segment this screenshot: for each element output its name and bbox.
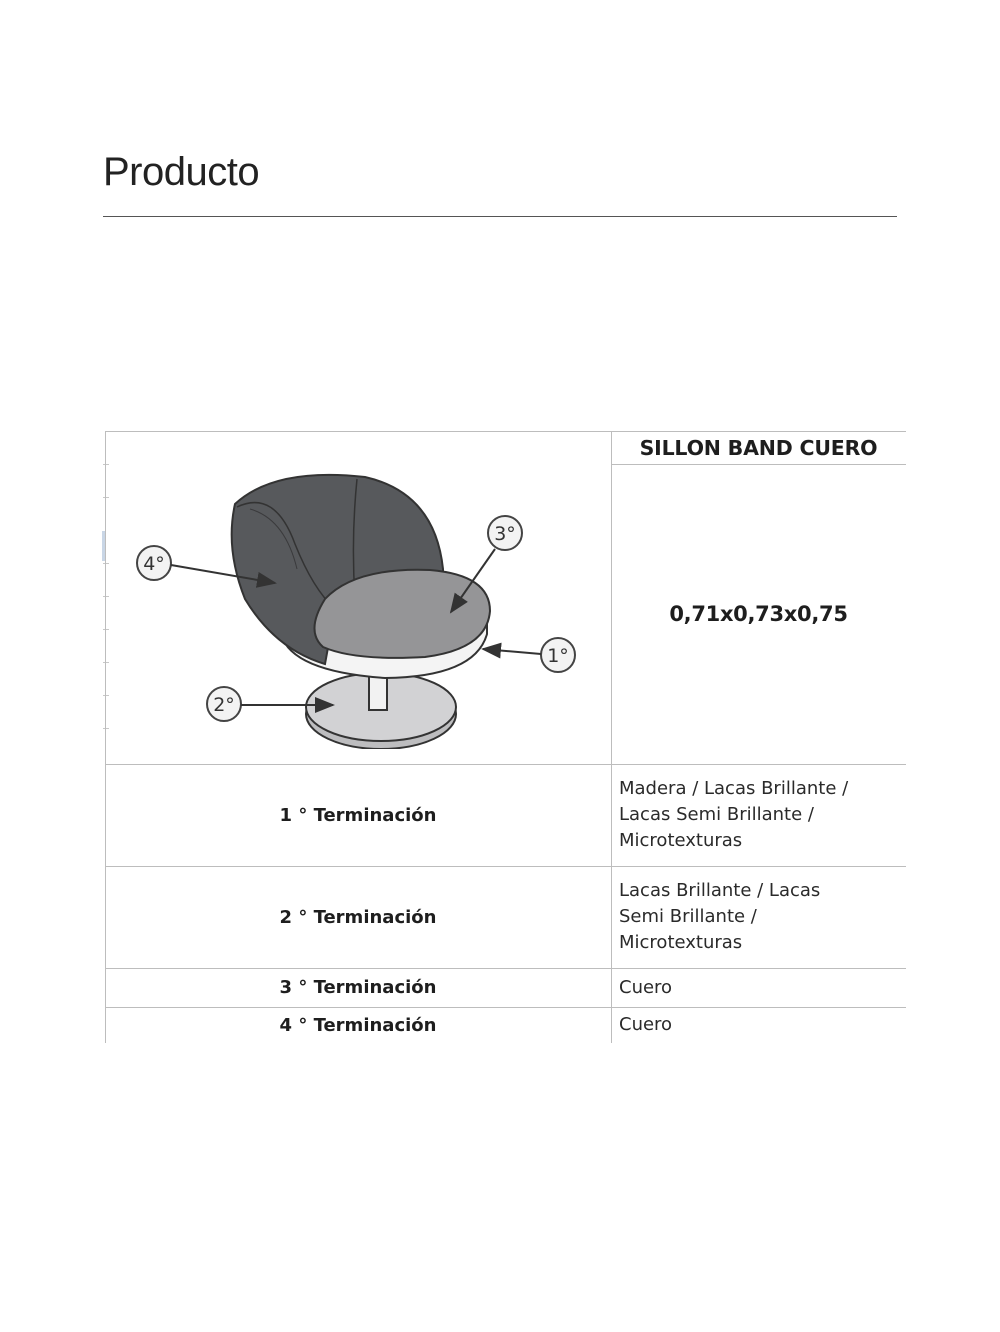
termination-row-2-label-cell	[105, 866, 611, 968]
value-line: Lacas Semi Brillante /	[619, 804, 814, 825]
termination-row-2-value-cell	[619, 866, 904, 968]
edge-tick	[103, 662, 109, 663]
product-dimensions: 0,71x0,73x0,75	[669, 602, 848, 626]
product-name-cell	[611, 431, 906, 464]
termination-value	[619, 776, 848, 854]
page-title: Producto	[103, 150, 260, 194]
edge-tick	[103, 728, 109, 729]
value-line: Microtexturas	[619, 830, 743, 851]
dimensions-cell	[611, 464, 906, 764]
termination-value: Cuero	[619, 976, 673, 998]
termination-row-4-value-cell	[619, 1007, 904, 1043]
edge-tick	[103, 629, 109, 630]
callout-1-label: 1°	[547, 645, 569, 667]
termination-row-1-label-cell	[105, 764, 611, 866]
edge-tick	[103, 695, 109, 696]
callout-1-arrow	[483, 649, 541, 654]
chair-diagram	[125, 449, 595, 749]
callout-4-label: 4°	[143, 553, 165, 575]
termination-label: 1 ° Terminación	[279, 804, 437, 826]
value-line: Lacas Brillante / Lacas	[619, 880, 821, 901]
spec-table	[105, 431, 906, 1043]
termination-value	[619, 878, 820, 956]
edge-tick	[103, 563, 109, 564]
termination-row-1-value-cell	[619, 764, 904, 866]
termination-row-3-value-cell	[619, 968, 904, 1007]
callout-3-label: 3°	[494, 523, 516, 545]
termination-value: Cuero	[619, 1014, 673, 1035]
termination-label: 4 ° Terminación	[279, 1014, 437, 1036]
edge-tick	[103, 464, 109, 465]
termination-row-3-label-cell	[105, 968, 611, 1007]
value-line: Semi Brillante /	[619, 906, 757, 927]
termination-row-4-label-cell	[105, 1007, 611, 1043]
callout-2-label: 2°	[213, 694, 235, 716]
title-divider	[103, 216, 897, 217]
product-name: SILLON BAND CUERO	[639, 435, 878, 460]
termination-label: 2 ° Terminación	[279, 906, 437, 928]
value-line: Madera / Lacas Brillante /	[619, 778, 849, 799]
edge-tick	[103, 497, 109, 498]
termination-label: 3 ° Terminación	[279, 977, 437, 998]
value-line: Microtexturas	[619, 932, 743, 953]
edge-tick	[103, 596, 109, 597]
